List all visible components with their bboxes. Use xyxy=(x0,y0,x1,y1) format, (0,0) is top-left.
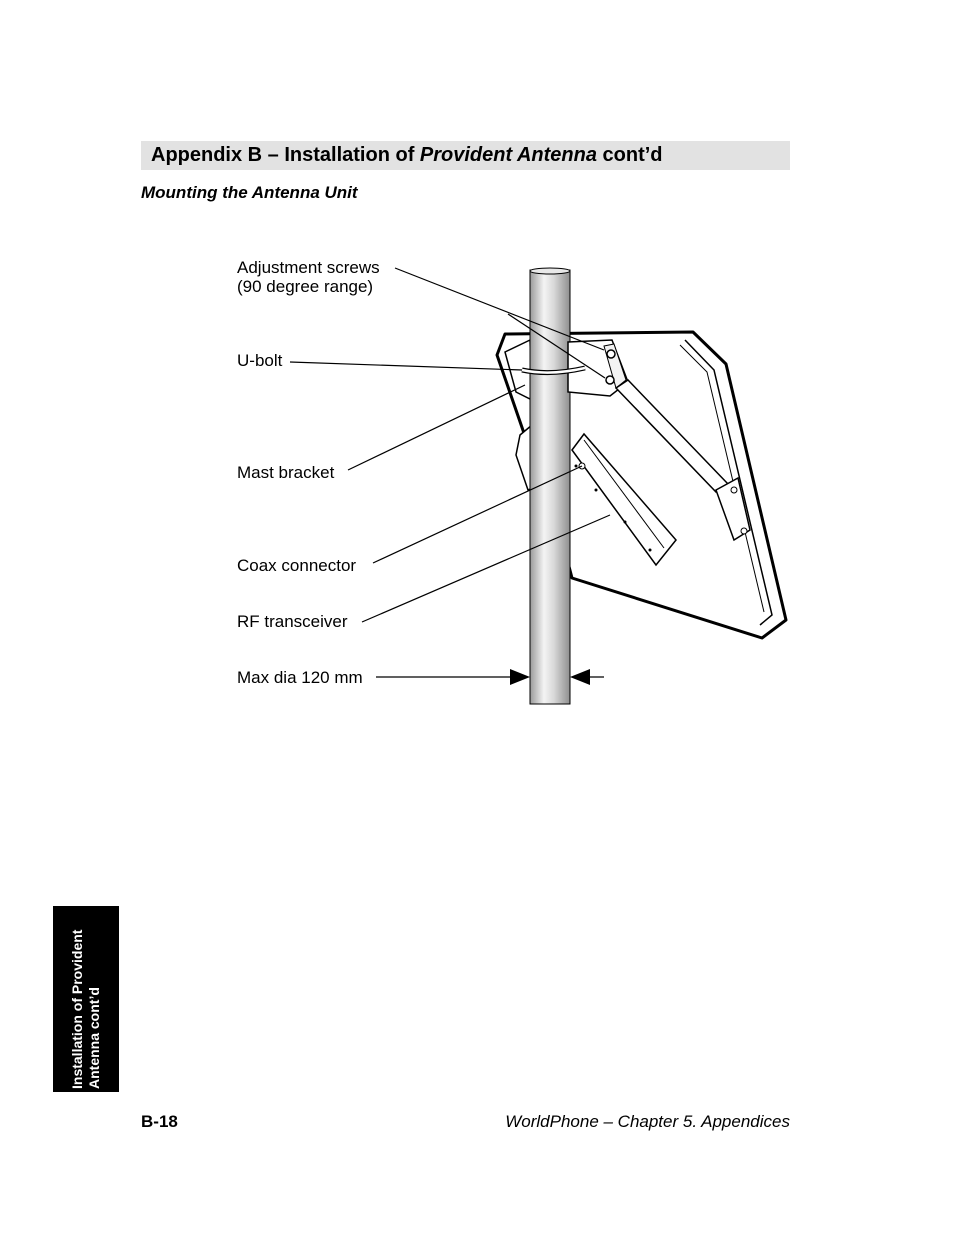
title-suffix: cont’d xyxy=(596,144,663,166)
side-tab-line1: Installation of Provident xyxy=(69,929,85,1089)
side-tab-text xyxy=(69,909,103,1089)
page-number: B-18 xyxy=(141,1112,178,1131)
title-italic: Provident Antenna xyxy=(419,144,597,166)
label-max-dia: Max dia 120 mm xyxy=(237,668,363,687)
side-tab xyxy=(53,906,119,1092)
label-u-bolt: U-bolt xyxy=(237,351,283,370)
label-coax-connector: Coax connector xyxy=(237,556,357,575)
adjustment-screw-bottom xyxy=(606,376,614,384)
label-adjustment-screws-line1: Adjustment screws xyxy=(237,258,380,277)
label-adjustment-screws xyxy=(237,258,380,296)
title-prefix: Appendix B – Installation of xyxy=(151,144,420,166)
label-mast-bracket: Mast bracket xyxy=(237,463,335,482)
adjustment-screw-top xyxy=(607,350,615,358)
label-adjustment-screws-line2: (90 degree range) xyxy=(237,277,374,296)
section-title: Mounting the Antenna Unit xyxy=(141,183,358,202)
label-rf-transceiver: RF transceiver xyxy=(237,612,348,631)
mast-pole xyxy=(530,268,570,704)
side-tab-line2: Antenna cont’d xyxy=(86,987,102,1089)
footer-chapter: WorldPhone – Chapter 5. Appendices xyxy=(505,1112,790,1131)
